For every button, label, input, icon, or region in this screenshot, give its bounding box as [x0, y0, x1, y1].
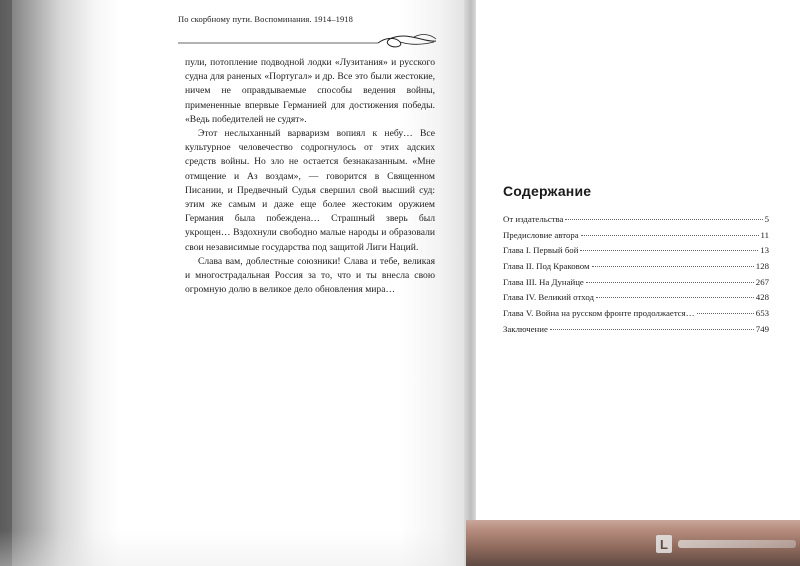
toc-row [503, 214, 769, 230]
table-of-contents [503, 214, 769, 340]
dot-leader [580, 250, 758, 251]
toc-entry-page: 13 [760, 245, 769, 256]
toc-entry-label: Глава III. На Дунайце [503, 276, 584, 287]
paragraph: пули, потопление подводной лодки «Лузитания» и русского судна для раненых «Португал» и др. Все это были жестокие, ничем не оправдываемые способы ведения войны, примененные впервые Германией для достижения победы. «Ведь победителей не судят». [185, 57, 435, 125]
dot-leader [592, 266, 754, 267]
running-header: По скорбному пути. Воспоминания. 1914–1918 [178, 14, 354, 24]
toc-row [503, 277, 769, 293]
toc-entry-label: Глава IV. Великий отход [503, 292, 594, 303]
dot-leader [586, 282, 754, 283]
toc-entry-page: 653 [755, 308, 769, 319]
watermark-text-blur [678, 540, 796, 548]
toc-row [503, 308, 769, 324]
logo-badge: L [656, 535, 672, 553]
toc-row [503, 292, 769, 308]
dot-leader [596, 297, 754, 298]
toc-row [503, 261, 769, 277]
dot-leader [550, 329, 754, 330]
toc-entry-label: Предисловие автора [503, 229, 579, 240]
toc-entry-page: 11 [760, 229, 769, 240]
toc-entry-page: 267 [755, 276, 769, 287]
dot-leader [697, 313, 754, 314]
watermark-logo [656, 534, 796, 554]
dot-leader [565, 219, 762, 220]
body-text [185, 56, 435, 297]
toc-entry-label: Заключение [503, 323, 548, 334]
toc-entry-label: Глава V. Война на русском фронте продолжается… [503, 308, 695, 319]
page-bottom-shade [0, 530, 470, 566]
toc-entry-page: 428 [755, 292, 769, 303]
toc-row [503, 230, 769, 246]
toc-entry-label: Глава I. Первый бой [503, 245, 579, 256]
toc-entry-page: 128 [755, 261, 769, 272]
toc-row [503, 245, 769, 261]
paragraph: Слава вам, доблестные союзники! Слава и тебе, великая и многострадальная Россия за то, что и ты внесла свою огромную долю в великое дело обновления мира… [185, 255, 435, 296]
scan-shadow [0, 0, 12, 566]
toc-title: Содержание [503, 183, 592, 199]
paragraph: Этот неслыханный варваризм вопиял к небу… Все культурное человечество содрогнулось от этих адских средств войны. Но зло не остается безнаказанным. «Мне отмщение и Аз воздам», — говорится в Священном Писании, и Предвечный Судья свершил свой высший суд: этим же самым и даже еще более жестоким оружием Германия была побеждена… Страшный зверь был укрощен… Вздохнули свободно малые народы и образовали свои независимые государства под защитой Лиги Наций. [185, 128, 435, 253]
toc-row [503, 324, 769, 340]
toc-entry-page: 749 [755, 323, 769, 334]
toc-entry-page: 5 [764, 214, 769, 224]
toc-entry-label: От издательства [503, 214, 564, 224]
flourish-ornament [178, 28, 440, 50]
dot-leader [581, 235, 759, 236]
toc-entry-label: Глава II. Под Краковом [503, 261, 590, 272]
